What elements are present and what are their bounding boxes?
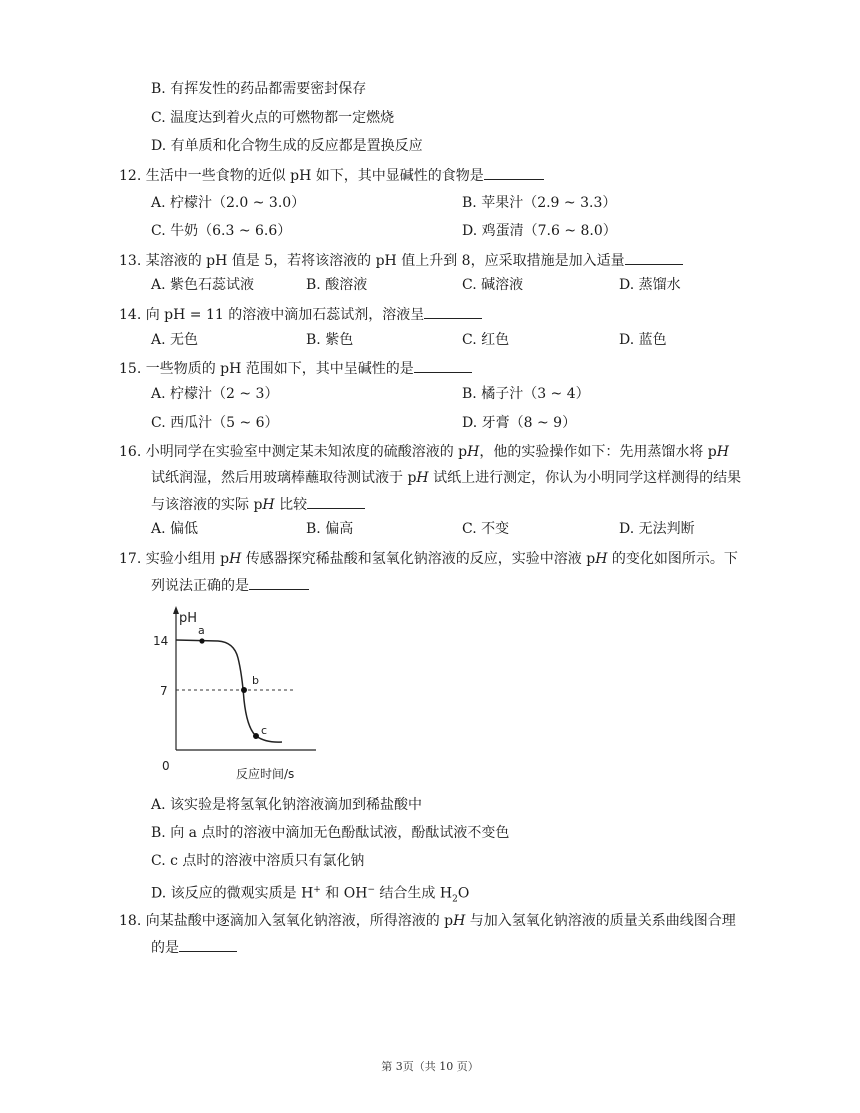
q14-option-d: D. 蓝色 (619, 332, 667, 348)
q17-d-text: 结合生成 H (374, 885, 453, 902)
point-c (253, 733, 259, 739)
q16-text: ，他的实验操作如下：先用蒸馏水将 p (479, 444, 717, 460)
q15-option-c: C. 西瓜汁（5 ~ 6） (151, 415, 279, 431)
q16-italic-h: H (467, 444, 480, 460)
q17-line-2 (151, 575, 309, 596)
y-axis-label: pH (179, 611, 198, 626)
q14-stem (119, 304, 482, 325)
q15-option-d: D. 牙膏（8 ~ 9） (462, 415, 577, 431)
q12-option-d: D. 鸡蛋清（7.6 ~ 8.0） (462, 223, 617, 239)
y-tick-7: 7 (160, 684, 168, 698)
q16-text: 比较 (274, 497, 308, 513)
q17-text: 17. 实验小组用 p (119, 551, 230, 567)
q14-option-c: C. 红色 (462, 332, 510, 348)
q16-text: 试纸润湿，然后用玻璃棒蘸取待测试液于 p (151, 470, 417, 486)
ph-curve-chart (148, 600, 318, 790)
q15-stem-text: 15. 一些物质的 pH 范围如下，其中呈碱性的是 (119, 361, 414, 377)
q13-option-a: A. 紫色石蕊试液 (151, 277, 255, 293)
label-a: a (198, 624, 205, 637)
q18-italic-h: H (453, 913, 466, 929)
origin-label: 0 (162, 759, 170, 773)
page-footer: 第 3页（共 10 页） (381, 1060, 479, 1073)
q12-stem (119, 165, 544, 186)
q16-option-b: B. 偏高 (306, 521, 354, 537)
q16-italic-h: H (262, 497, 275, 513)
q16-option-c: C. 不变 (462, 521, 510, 537)
q13-stem-text: 13. 某溶液的 pH 值是 5，若将该溶液的 pH 值上升到 8，应采取措施是加入适量 (119, 253, 625, 269)
q17-d-text: O (457, 885, 470, 902)
q16-text: 试纸上进行测定，你认为小明同学这样测得的结果 (428, 470, 742, 486)
superscript-plus: + (313, 885, 321, 895)
q16-text: 16. 小明同学在实验室中测定某未知浓度的硫酸溶液的 p (119, 444, 468, 460)
answer-blank[interactable] (414, 358, 472, 373)
q13-option-b: B. 酸溶液 (306, 277, 368, 293)
answer-blank[interactable] (179, 937, 237, 952)
q18-line-2 (151, 937, 237, 958)
q12-option-c: C. 牛奶（6.3 ~ 6.6） (151, 223, 292, 239)
q16-line-1 (119, 442, 729, 462)
point-a (199, 638, 204, 643)
label-c: c (261, 724, 268, 737)
q18-line-1 (119, 911, 736, 931)
q16-italic-h: H (716, 444, 729, 460)
q17-line-1 (119, 549, 738, 569)
q11-option-d: D. 有单质和化合物生成的反应都是置换反应 (151, 138, 423, 154)
q17-d-text: 和 OH (320, 885, 368, 902)
answer-blank[interactable] (484, 165, 544, 180)
q14-stem-text: 14. 向 pH = 11 的溶液中滴加石蕊试剂，溶液呈 (119, 307, 425, 323)
q16-option-a: A. 偏低 (151, 521, 199, 537)
q11-option-c: C. 温度达到着火点的可燃物都一定燃烧 (151, 110, 395, 126)
q16-option-d: D. 无法判断 (619, 521, 695, 537)
q14-option-a: A. 无色 (151, 332, 199, 348)
q18-text: 18. 向某盐酸中逐滴加入氢氧化钠溶液，所得溶液的 p (119, 913, 454, 929)
q12-option-b: B. 苹果汁（2.9 ~ 3.3） (462, 195, 617, 211)
answer-blank[interactable] (249, 575, 309, 590)
q17-option-c: C. c 点时的溶液中溶质只有氯化钠 (151, 853, 365, 869)
y-tick-14: 14 (153, 634, 169, 648)
q16-line-3 (151, 494, 365, 515)
q17-text: 列说法正确的是 (151, 578, 249, 594)
q16-italic-h: H (416, 470, 429, 486)
q18-text: 与加入氢氧化钠溶液的质量关系曲线图合理 (465, 913, 736, 929)
q13-option-d: D. 蒸馏水 (619, 277, 681, 293)
q17-italic-h: H (229, 551, 242, 567)
q16-text: 与该溶液的实际 p (151, 497, 263, 513)
q17-option-b: B. 向 a 点时的溶液中滴加无色酚酞试液，酚酞试液不变色 (151, 825, 510, 841)
q17-d-text: D. 该反应的微观实质是 H (151, 885, 314, 902)
q14-option-b: B. 紫色 (306, 332, 354, 348)
q17-option-d (151, 880, 469, 909)
q15-stem (119, 358, 472, 379)
answer-blank[interactable] (307, 494, 365, 509)
q16-line-2 (151, 468, 741, 488)
superscript-minus: − (367, 885, 375, 895)
answer-blank[interactable] (625, 250, 683, 265)
q17-text: 的变化如图所示。下 (607, 551, 738, 567)
subscript-2: 2 (452, 894, 458, 905)
q12-option-a: A. 柠檬汁（2.0 ~ 3.0） (151, 195, 306, 211)
q13-stem (119, 250, 683, 271)
q15-option-a: A. 柠檬汁（2 ~ 3） (151, 386, 279, 402)
q12-stem-text: 12. 生活中一些食物的近似 pH 如下，其中显碱性的食物是 (119, 168, 484, 184)
x-axis-label: 反应时间/s (236, 767, 295, 781)
q18-text: 的是 (151, 940, 179, 956)
q17-text: 传感器探究稀盐酸和氢氧化钠溶液的反应，实验中溶液 p (241, 551, 596, 567)
answer-blank[interactable] (424, 304, 482, 319)
q15-option-b: B. 橘子汁（3 ~ 4） (462, 386, 590, 402)
q17-option-a: A. 该实验是将氢氧化钠溶液滴加到稀盐酸中 (151, 797, 423, 813)
q11-option-b: B. 有挥发性的药品都需要密封保存 (151, 81, 367, 97)
label-b: b (252, 674, 259, 687)
q13-option-c: C. 碱溶液 (462, 277, 524, 293)
point-b (241, 687, 247, 693)
q17-italic-h: H (595, 551, 608, 567)
